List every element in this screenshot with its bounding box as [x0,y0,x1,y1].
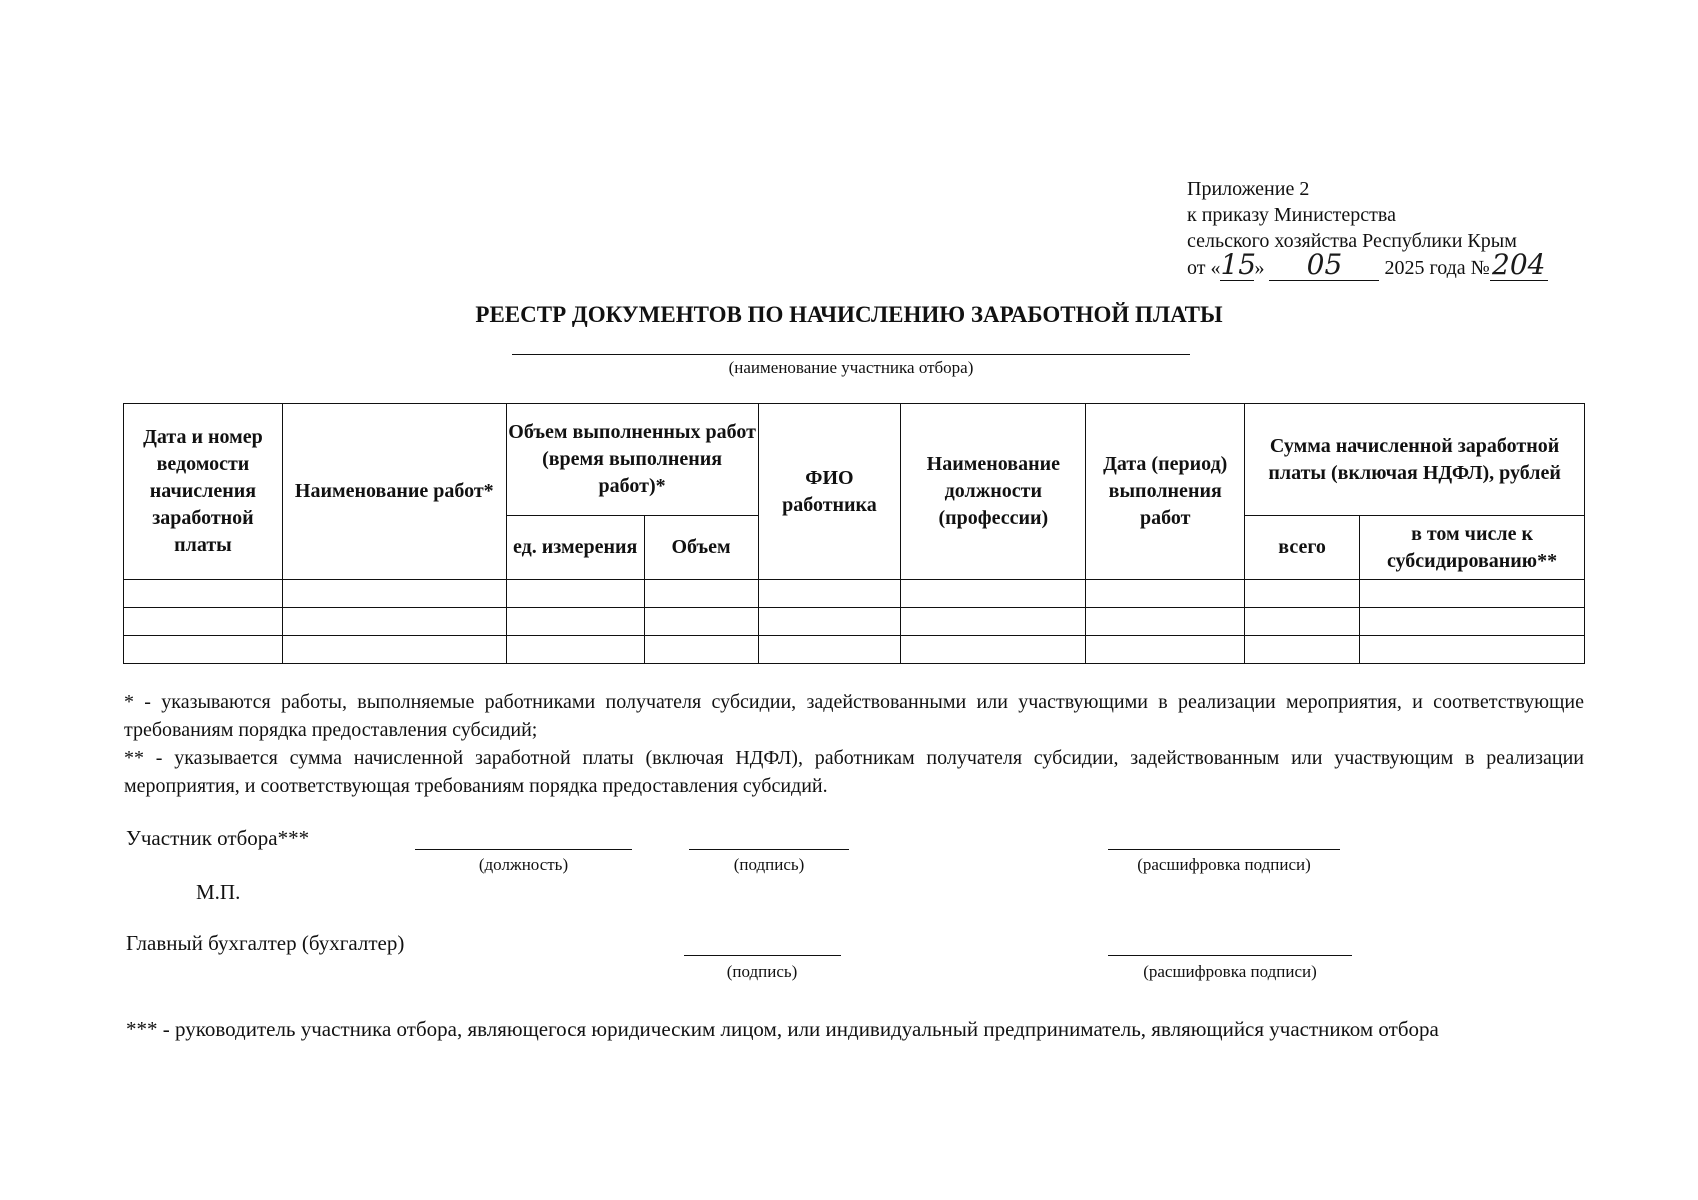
table-cell [1086,608,1245,636]
participant-label: Участник отбора*** [126,826,310,850]
decoding-line [1108,849,1340,850]
document-title: РЕЕСТР ДОКУМЕНТОВ ПО НАЧИСЛЕНИЮ ЗАРАБОТНОЙ ПЛАТЫ [475,302,1223,327]
table-cell [124,608,283,636]
appendix-line-2: к приказу Министерства [1187,204,1396,226]
table-cell [124,580,283,608]
header-total: всего [1245,516,1360,580]
date-year: 2025 года № [1384,257,1490,279]
table-cell [1360,580,1585,608]
header-unit: ед. измерения [506,516,644,580]
appendix-line-1: Приложение 2 [1187,178,1310,200]
date-day: 15 [1220,248,1257,281]
table-cell [1245,636,1360,664]
accountant-signature-caption: (подпись) [726,962,798,981]
table-cell [1360,608,1585,636]
decoding-caption: (расшифровка подписи) [1137,855,1311,874]
header-subsidy: в том числе к субсидированию** [1360,516,1585,580]
table-cell [758,580,901,608]
note-1: * - указываются работы, выполняемые работниками получателя субсидии, задействованными или участвующими в реализации мероприятия, и соответствующие требованиям порядка предоставления субсидий; [124,691,1584,741]
accountant-decoding-caption: (расшифровка подписи) [1143,962,1317,981]
table-cell [1360,636,1585,664]
table-cell [282,580,506,608]
header-volume: Объем [644,516,758,580]
note-2: ** - указывается сумма начисленной заработной платы (включая НДФЛ), работникам получателя субсидии, задействованным или участвующим в реализации мероприятия, и соответствующая требованиям порядка предоставления субсидий. [124,747,1584,797]
header-date-number: Дата и номер ведомости начисления заработной платы [124,404,283,580]
table-row [124,608,1585,636]
table-cell [506,636,644,664]
table-cell [758,608,901,636]
signature-caption: (подпись) [733,855,805,874]
table-cell [506,580,644,608]
table-cell [1245,608,1360,636]
header-work-name: Наименование работ* [282,404,506,580]
accountant-decoding-line [1108,955,1352,956]
signature-line [689,849,849,850]
accountant-label: Главный бухгалтер (бухгалтер) [126,931,405,955]
table-cell [282,636,506,664]
table-cell [1245,580,1360,608]
table-cell [901,636,1086,664]
header-volume-group: Объем выполненных работ (время выполнения работ)* [506,404,758,516]
position-caption: (должность) [478,855,569,874]
participant-name-caption: (наименование участника отбора) [728,358,974,377]
table-cell [124,636,283,664]
date-prefix: от « [1187,257,1221,279]
table-row [124,636,1585,664]
table-cell [901,580,1086,608]
date-month: 05 [1269,254,1379,281]
appendix-date-line [1187,248,1548,281]
header-fio: ФИО работника [758,404,901,580]
table-cell [644,636,758,664]
table-cell [282,608,506,636]
appendix-line-3: сельского хозяйства Республики Крым [1187,230,1517,252]
date-mid: » [1254,257,1265,279]
position-line [415,849,632,850]
table-cell [644,580,758,608]
table-row [124,580,1585,608]
order-number: 204 [1490,254,1548,281]
footnote-3: *** - руководитель участника отбора, являющегося юридическим лицом, или индивидуальный предприниматель, являющийся участником отбора [126,1017,1439,1041]
header-date-period: Дата (период) выполнения работ [1086,404,1245,580]
table-cell [506,608,644,636]
table-cell [644,608,758,636]
accountant-signature-line [684,955,841,956]
table-cell [901,608,1086,636]
notes-block [124,688,1584,800]
header-sum-group: Сумма начисленной заработной платы (включая НДФЛ), рублей [1245,404,1585,516]
table-cell [1086,636,1245,664]
table-cell [1086,580,1245,608]
participant-name-line [512,354,1190,355]
stamp-label: М.П. [196,880,241,904]
appendix-block [1187,176,1548,281]
table-cell [758,636,901,664]
register-table [123,403,1585,664]
header-position: Наименование должности (профессии) [901,404,1086,580]
